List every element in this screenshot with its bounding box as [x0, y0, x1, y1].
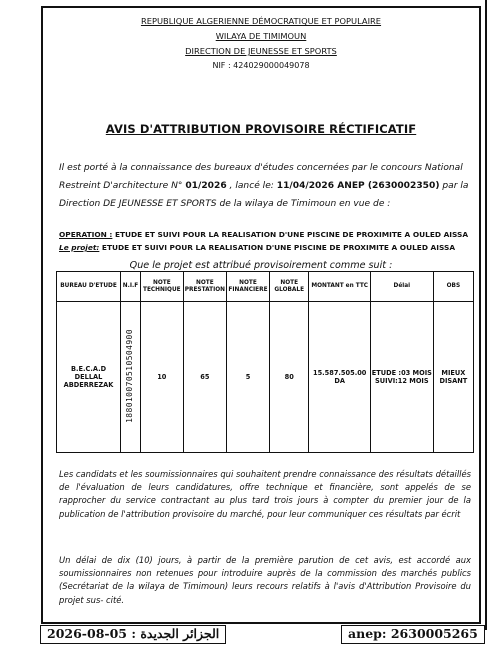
- anep-reference-box: anep: 2630005265: [341, 625, 485, 644]
- results-consultation-paragraph: Les candidats et les soumissionnaires qui souhaitent prendre connaissance des résultats détaillés de l'évaluation de leurs candidatures, offre technique et financière, sont appelés de se rapprocher du service contractant au plus tard trois jours à compter du premier jour de la publication de l'attribution provisoire du marché, pour leur communiquer ces résultats par écrit: [59, 469, 471, 519]
- col-note-financiere: NOTE FINANCIERE: [227, 272, 270, 302]
- appeal-delay-paragraph: Un délai de dix (10) jours, à partir de la première parution de cet avis, est accordé aux soumissionnaires non retenues pour introduire auprès de la commission des marchés publics (Secrétariat de la wilaya de Timimoun) leurs recours relatifs à l'avis d'Attribution Provisoire du projet sus- cité.: [59, 555, 471, 605]
- notice-title: AVIS D'ATTRIBUTION PROVISOIRE RÉCTIFICATIF: [105, 122, 417, 136]
- cell-note-financiere: 5: [227, 302, 270, 453]
- cell-note-technique: 10: [140, 302, 183, 453]
- operation-text: ETUDE ET SUIVI POUR LA REALISATION D'UNE PISCINE DE PROXIMITE A OULED AISSA: [112, 230, 469, 239]
- intro-text-1: Il est porté à la connaissance des bureaux d'études concernées par le concours National Restreint D'architecture N°: [59, 163, 463, 191]
- table-header-row: [57, 272, 474, 302]
- col-note-globale: NOTE GLOBALE: [269, 272, 309, 302]
- header-nif: NIF : 424029000049078: [212, 61, 310, 70]
- contest-number: 01/2026: [185, 181, 227, 191]
- col-obs: OBS: [433, 272, 473, 302]
- project-line: [59, 244, 475, 251]
- results-table: [56, 271, 474, 453]
- operation-line: [59, 231, 475, 238]
- cell-delai: ETUDE :03 MOIS SUIVI:12 MOIS: [370, 302, 433, 453]
- header-direction: DIRECTION DE JEUNESSE ET SPORTS: [185, 46, 337, 56]
- col-nif: N.I.F: [121, 272, 141, 302]
- col-montant: MONTANT en TTC: [309, 272, 370, 302]
- page-edge-line: [484, 0, 487, 630]
- col-note-technique: NOTE TECHNIQUE: [140, 272, 183, 302]
- cell-bureau: B.E.C.A.D DELLAL ABDERREZAK: [57, 302, 121, 453]
- project-text: ETUDE ET SUIVI POUR LA REALISATION D'UNE PISCINE DE PROXIMITE A OULED AISSA: [99, 243, 456, 252]
- attribution-intro: Que le projet est attribué provisoirement comme suit :: [129, 260, 393, 271]
- operation-label: OPERATION :: [59, 230, 113, 239]
- cell-nif: [121, 302, 141, 453]
- table-row: [57, 302, 474, 453]
- intro-paragraph: [59, 159, 471, 213]
- col-note-prestation: NOTE PRESTATION: [183, 272, 226, 302]
- launch-date: 11/04/2026 ANEP (2630002350): [276, 181, 440, 191]
- newspaper-date-box: الجزائر الجديدة : 05-08-2026: [40, 625, 226, 644]
- col-delai: Délai: [370, 272, 433, 302]
- project-label: Le projet:: [59, 243, 100, 252]
- cell-note-globale: 80: [269, 302, 309, 453]
- cell-note-prestation: 65: [183, 302, 226, 453]
- intro-text-2: , lancé le:: [226, 181, 277, 191]
- header-republic: REPUBLIQUE ALGERIENNE DÉMOCRATIQUE ET POPULAIRE: [140, 16, 382, 26]
- col-bureau: BUREAU D'ETUDE: [57, 272, 121, 302]
- cell-obs: MIEUX DISANT: [433, 302, 473, 453]
- intro-text-3: par la Direction DE JEUNESSE ET SPORTS de la wilaya de Timimoun en vue de :: [59, 181, 469, 209]
- cell-montant: 15.587.505.00 DA: [309, 302, 370, 453]
- nif-value: 188010070510504900: [125, 328, 135, 423]
- header-wilaya: WILAYA DE TIMIMOUN: [215, 31, 307, 41]
- notice-frame: [41, 6, 481, 624]
